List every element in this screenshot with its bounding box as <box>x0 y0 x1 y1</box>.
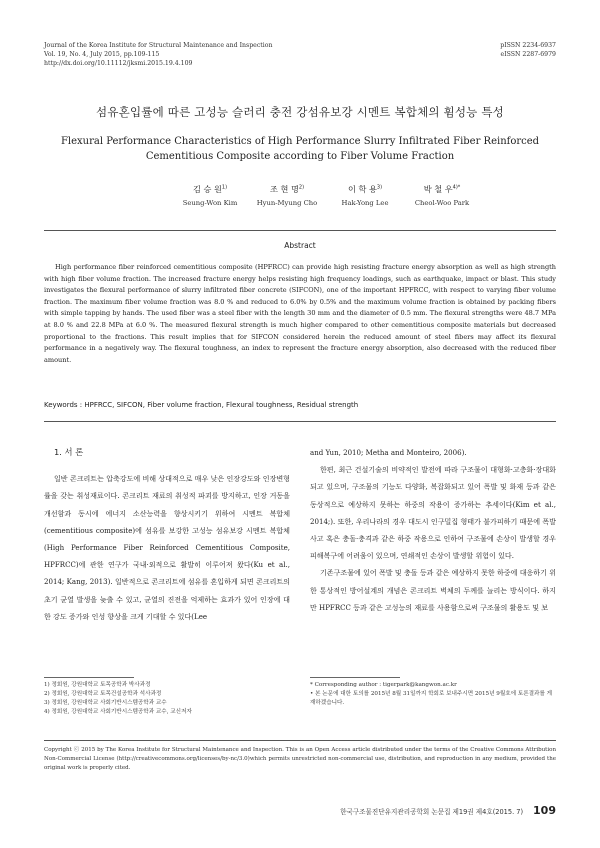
footnote-affil-1: 1) 정회원, 강원대학교 토목공학과 박사과정 <box>44 682 151 688</box>
author-3-affil: 3) <box>376 184 383 191</box>
intro-paragraph-3: 기존구조물에 있어 폭발 및 충돌 등과 같은 예상하지 못한 하중에 대응하기 위한 통상적인 방어설계의 개념은 콘크리트 벽체의 두께를 늘리는 방식이다. 하지만 HPFRCC 등과 같은 고성능의 재료를 사용함으로써 구조물의 활용도 및 보 <box>310 568 556 612</box>
volume-info: Vol. 19, No. 4, July 2015, pp.109-115 <box>44 51 160 58</box>
page-number: 109 <box>533 804 556 817</box>
intro-paragraph-continued: and Yun, 2010; Metha and Monteiro, 2006). <box>310 448 467 457</box>
footnotes-correspondence <box>310 681 556 708</box>
title-korean: 섬유혼입률에 따른 고성능 슬러리 충전 강섬유보강 시멘트 복합체의 휨성능 특성 <box>96 105 504 119</box>
footnote-affil-2: 2) 정회원, 강원대학교 토목건설공학과 석사과정 <box>44 691 162 698</box>
author-2-name-ko: 조 현 명 <box>269 184 299 194</box>
footnote-affil-3: 3) 정회원, 강원대학교 사회기반시스템공학과 교수 <box>44 700 167 707</box>
abstract-text: High performance fiber reinforced cementitious composite (HPFRCC) can provide high resisting fracture energy absorption as well as high strength with high fiber volume fraction. The increased fracture energy helps resisting high frequency loadings, such as earthquake, impact or blast. This study investigates the flexural performance of slurry infiltrated fiber concrete (SIFCON), one of the important HPFRCC, with respect to varying fiber volume fraction. The maximum fiber volume fraction was 8.0 % and reduced to 6.0% by 0.5% and the maximum volume fraction is obtained by packing fibers with simple tapping by hands. The used fiber was a steel fiber with the length 30 mm and the diameter of 0.5 mm. The flexural strengths were 48.7 MPa at 8.0 % and 22.8 MPa at 6.0 %. The measured flexural strength is much higher compared to other cementitious composite materials but decreased proportional to the fractions. This result implies that for SIFCON considered herein the reduced amount of steel fibers may affect its flexural performance in a negatively way. The flexural toughness, an index to represent the fracture energy absorption, also decreased with the reduced fiber amount. <box>44 263 556 364</box>
footnote-affil-4: 4) 정회원, 강원대학교 사회기반시스템공학과 교수, 교신저자 <box>44 709 192 716</box>
author-1-name-ko: 김 승 원 <box>192 184 222 194</box>
right-column <box>310 444 556 616</box>
copyright-notice: Copyright ⓒ 2015 by The Korea Institute for Structural Maintenance and Inspection. This is an Open Access article distributed under the terms of the Creative Commons Attribution Non-Commercial License (http://creativecommons.org/licenses/by-nc/3.0)which permits unrestricted non-commercial use, distribution, and reproduction in any medium, provided the original work is properly cited. <box>44 747 556 771</box>
intro-paragraph-2: 한편, 최근 건설기술의 비약적인 발전에 따라 구조물이 대형화·고층화·장대화되고 있으며, 구조물의 기능도 다양화, 복잡화되고 있어 폭발 및 화재 등과 같은 동상적으로 예상하지 못하는 하중의 작용이 증가하는 추세이다(Kim et al., 2014;). 또한, 우리나라의 경우 대도시 인구밀집 형태가 불가피하기 때문에 폭발사고 혹은 충돌·충격과 같은 하중 작용으로 인하여 구조물에 손상이 발생할 경우 피해복구에 어려움이 있으며, 연쇄적인 손상이 발생할 위험이 있다. <box>310 465 556 561</box>
journal-name: Journal of the Korea Institute for Structural Maintenance and Inspection <box>44 42 273 49</box>
copyright-rule <box>44 740 556 741</box>
author-2-affil: 2) <box>298 184 305 191</box>
abstract-bottom-rule <box>44 421 556 422</box>
author-4 <box>397 184 487 207</box>
author-1-name-en: Seung-Won Kim <box>182 199 238 207</box>
abstract-top-rule <box>44 230 556 231</box>
author-3-name-en: Hak-Yong Lee <box>341 199 389 207</box>
footnote-rule-right <box>310 677 400 678</box>
left-column <box>44 444 290 625</box>
issn-block <box>500 41 556 59</box>
intro-paragraph-1: 일반 콘크리트는 압축강도에 비해 상대적으로 매우 낮은 인장강도와 인장변형률을 갖는 취성재료이다. 콘크리트 재료의 취성적 파괴를 방지하고, 인장 거동을 개선함과 동시에 에너지 소산능력을 향상시키기 위하여 시멘트 복합체(cementitious composite)에 섬유를 보강한 고성능 섬유보강 시멘트 복합체(High Performance Fiber Reinforced Cementitious Composite, HPFRCC)에 관한 연구가 국내·외적으로 활발히 이루어져 왔다(Ku et al., 2014; Kang, 2013). 일반적으로 콘크리트에 섬유를 혼입하게 되면 콘크리트의 초기 균열 발생을 늦출 수 있고, 균열의 진전을 억제하는 효과가 있어 인장에 대한 강도 증가와 인성 향상을 크게 기대할 수 있다(Lee <box>44 474 290 621</box>
author-4-name-ko: 박 철 우 <box>423 184 453 194</box>
doi-link[interactable]: http://dx.doi.org/10.11112/jksmi.2015.19.4.109 <box>44 60 193 67</box>
keywords: Keywords : HPFRCC, SIFCON, Fiber volume fraction, Flexural toughness, Residual strength <box>44 401 359 409</box>
corresponding-author: * Corresponding author : tigerpark@kangwon.ac.kr <box>310 682 457 688</box>
author-3-name-ko: 이 학 용 <box>347 184 377 194</box>
footnote-rule-left <box>44 677 134 678</box>
pissn: pISSN 2234-6937 <box>500 42 556 49</box>
journal-header <box>44 41 272 68</box>
footnotes-affiliations <box>44 681 290 717</box>
abstract-heading: Abstract <box>284 241 316 250</box>
page-footer <box>340 804 556 817</box>
section-heading-intro: 1. 서 론 <box>54 447 84 457</box>
author-1-affil: 1) <box>221 184 228 191</box>
author-4-affil: 4)* <box>452 184 461 191</box>
title-english: Flexural Performance Characteristics of High Performance Slurry Infiltrated Fiber Reinforced Cementitious Composite according to Fiber Volume Fraction <box>60 136 540 162</box>
eissn: eISSN 2287-6979 <box>500 51 556 58</box>
author-2-name-en: Hyun-Myung Cho <box>256 199 318 207</box>
discussion-note: • 본 논문에 대한 토의를 2015년 8월 31일까지 학회로 보내주시면 2015년 9월호에 토론결과를 게재하겠습니다. <box>310 691 553 707</box>
author-4-name-en: Cheol-Woo Park <box>414 199 470 207</box>
author-2 <box>242 184 332 207</box>
footer-journal: 한국구조물진단유지관리공학회 논문집 제19권 제4호(2015. 7) <box>340 808 524 816</box>
